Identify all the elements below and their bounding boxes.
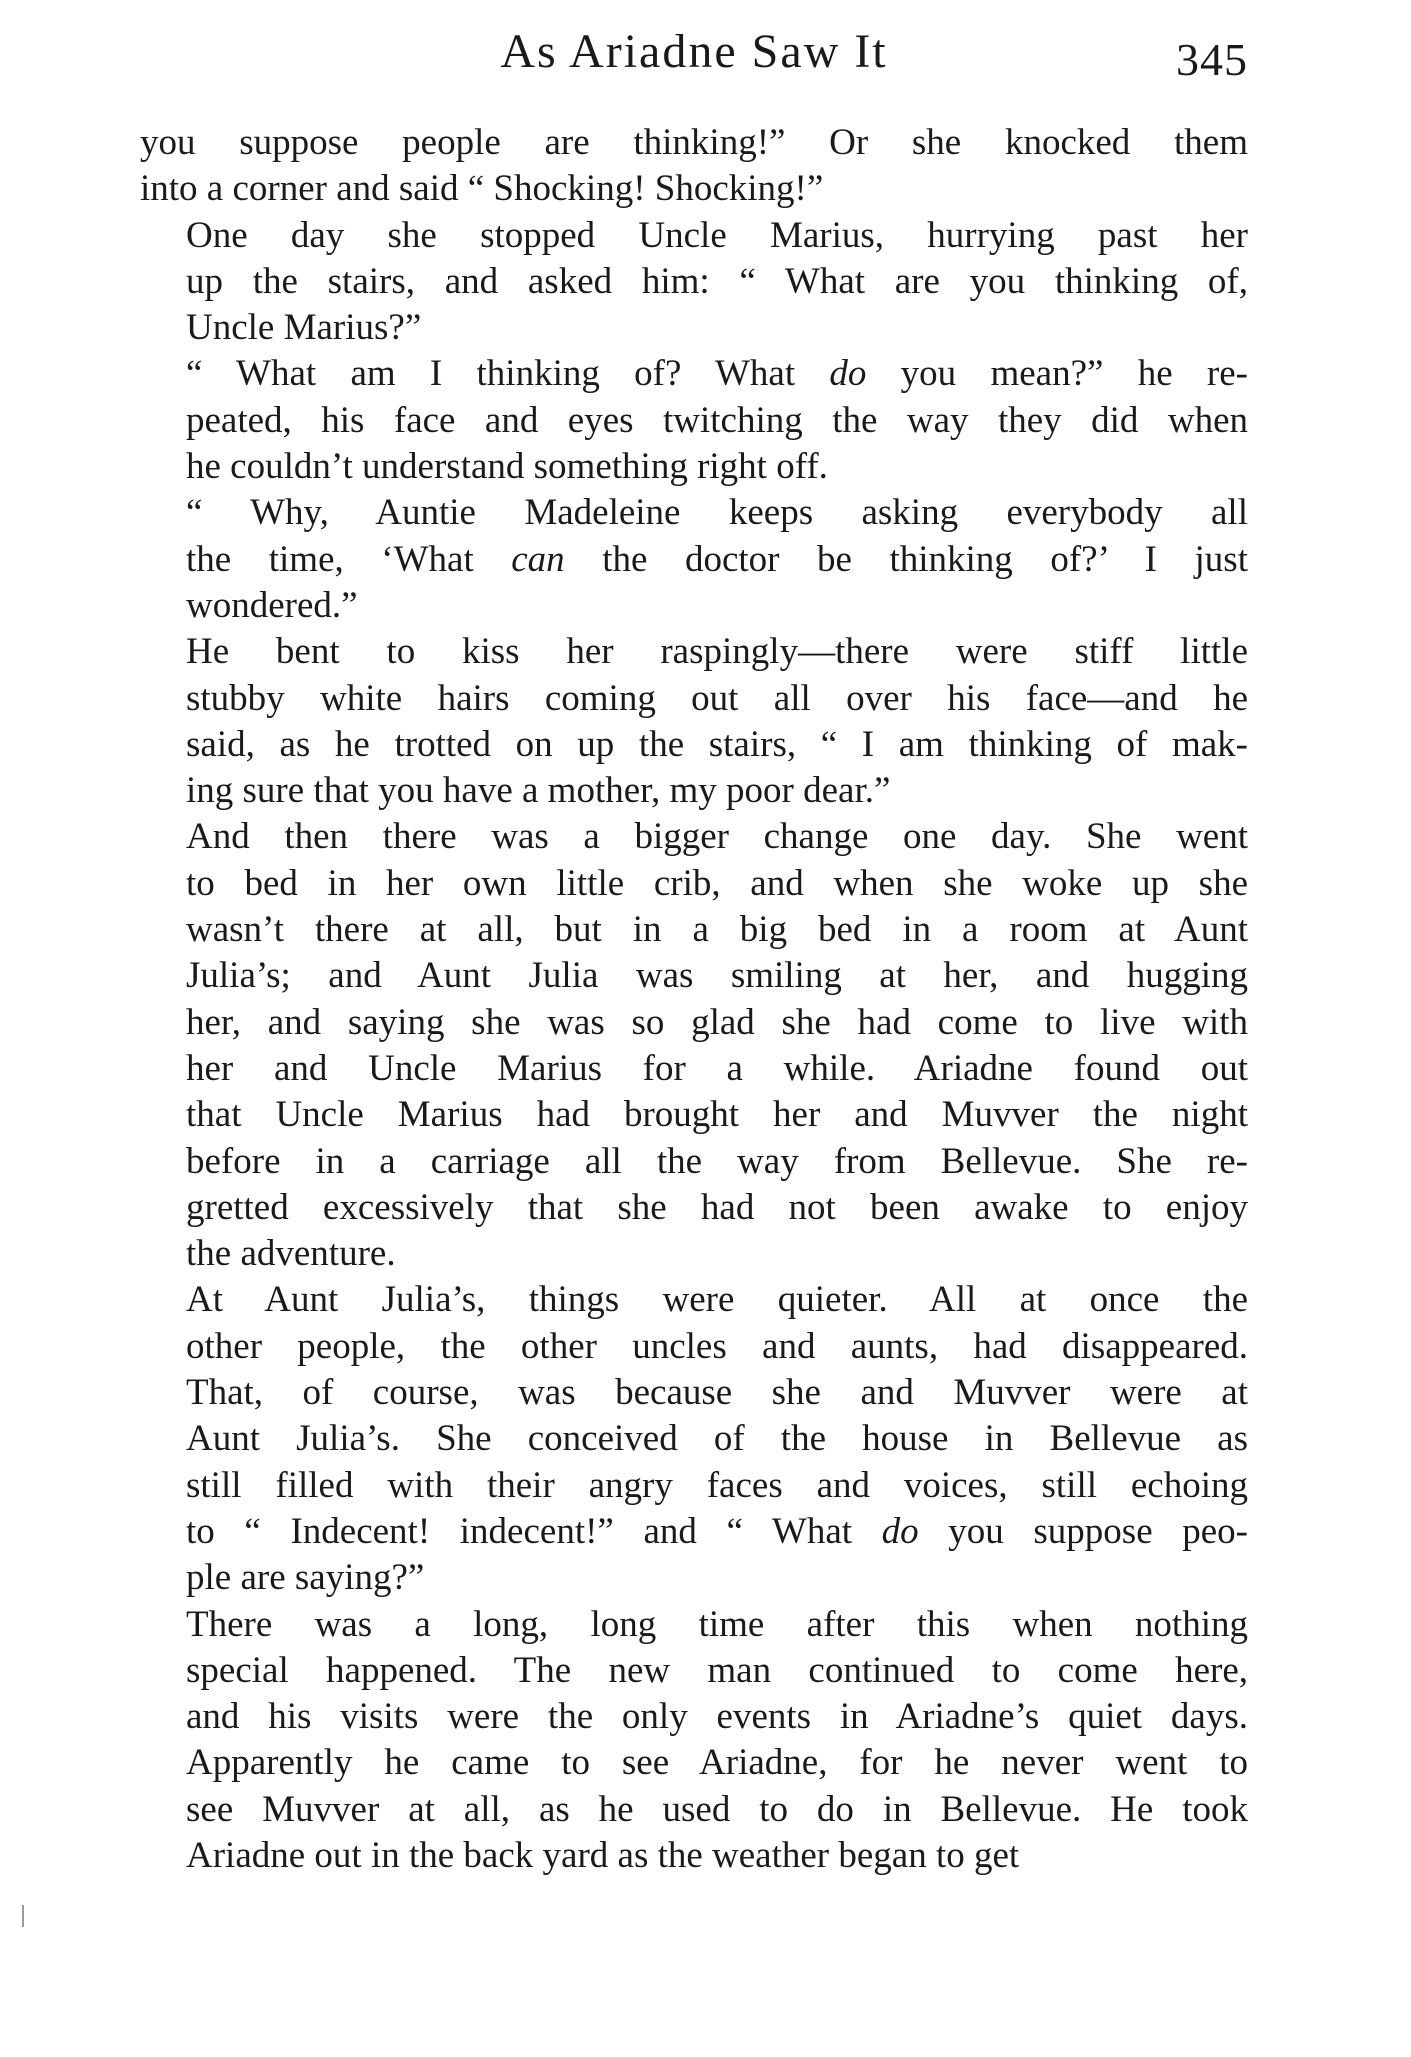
text-line: her, and saying she was so glad she had come to live with bbox=[186, 1001, 1248, 1043]
paragraph bbox=[140, 213, 1248, 352]
paragraph bbox=[140, 1277, 1248, 1601]
text-line: to bed in her own little crib, and when she woke up she bbox=[186, 862, 1248, 904]
paragraph bbox=[140, 1602, 1248, 1880]
text-line: and his visits were the only events in Ariadne’s quiet days. bbox=[186, 1696, 1248, 1738]
emphasis: can bbox=[511, 538, 565, 580]
text-line: you suppose people are thinking!” Or she knocked them bbox=[140, 122, 1248, 163]
text-line: Julia’s; and Aunt Julia was smiling at her, and hugging bbox=[186, 955, 1248, 997]
text-line: said, as he trotted on up the stairs, “ I am thinking of mak- bbox=[186, 723, 1248, 765]
text-line: wondered.” bbox=[186, 584, 358, 626]
text-line: her and Uncle Marius for a while. Ariadne found out bbox=[186, 1047, 1248, 1089]
emphasis: do bbox=[881, 1510, 919, 1552]
text-line: ple are saying?” bbox=[186, 1557, 425, 1599]
text-line: There was a long, long time after this when nothing bbox=[186, 1603, 1248, 1645]
text-line: peated, his face and eyes twitching the way they did when bbox=[186, 399, 1248, 441]
text-line: still filled with their angry faces and voices, still echoing bbox=[186, 1464, 1248, 1506]
text-line: see Muvver at all, as he used to do in Bellevue. He took bbox=[186, 1788, 1248, 1830]
text-line: the adventure. bbox=[186, 1233, 396, 1275]
text-line: up the stairs, and asked him: “ What are you thinking of, bbox=[186, 260, 1248, 302]
text-line: Uncle Marius?” bbox=[186, 307, 422, 349]
margin-mark bbox=[22, 1905, 24, 1927]
text-line: gretted excessively that she had not been awake to enjoy bbox=[186, 1186, 1248, 1228]
text-line: that Uncle Marius had brought her and Muvver the night bbox=[186, 1094, 1248, 1136]
text-line: the time, ‘What can the doctor be thinking of?’ I just bbox=[186, 538, 1248, 580]
text-line: ing sure that you have a mother, my poor dear.” bbox=[186, 770, 891, 812]
page-number: 345 bbox=[1176, 34, 1248, 85]
text-line: into a corner and said “ Shocking! Shocking!” bbox=[140, 168, 824, 210]
paragraph bbox=[140, 120, 1248, 213]
text-line: At Aunt Julia’s, things were quieter. All at once the bbox=[186, 1279, 1248, 1321]
text-line: special happened. The new man continued to come here, bbox=[186, 1649, 1248, 1691]
text-line: to “ Indecent! indecent!” and “ What do you suppose peo- bbox=[186, 1510, 1248, 1552]
text-line: He bent to kiss her raspingly—there were stiff little bbox=[186, 631, 1248, 673]
text-line: Aunt Julia’s. She conceived of the house in Bellevue as bbox=[186, 1418, 1248, 1460]
text-line: And then there was a bigger change one day. She went bbox=[186, 816, 1248, 858]
text-line: That, of course, was because she and Muvver were at bbox=[186, 1372, 1248, 1414]
text-line: he couldn’t understand something right off. bbox=[186, 446, 828, 488]
emphasis: do bbox=[829, 353, 867, 395]
paragraph bbox=[140, 351, 1248, 490]
book-page bbox=[140, 24, 1248, 1879]
paragraph bbox=[140, 490, 1248, 629]
text-line: One day she stopped Uncle Marius, hurrying past her bbox=[186, 214, 1248, 256]
text-line: wasn’t there at all, but in a big bed in a room at Aunt bbox=[186, 909, 1248, 951]
text-line: Apparently he came to see Ariadne, for he never went to bbox=[186, 1742, 1248, 1784]
running-title: As Ariadne Saw It bbox=[500, 25, 888, 78]
text-line: Ariadne out in the back yard as the weather began to get bbox=[186, 1834, 1020, 1876]
paragraph bbox=[140, 814, 1248, 1277]
text-line: stubby white hairs coming out all over his face—and he bbox=[186, 677, 1248, 719]
text-line: other people, the other uncles and aunts, had disappeared. bbox=[186, 1325, 1248, 1367]
paragraph bbox=[140, 629, 1248, 814]
text-line: “ What am I thinking of? What do you mean?” he re- bbox=[186, 353, 1248, 395]
body-text bbox=[140, 120, 1248, 1879]
text-line: before in a carriage all the way from Bellevue. She re- bbox=[186, 1140, 1248, 1182]
text-line: “ Why, Auntie Madeleine keeps asking everybody all bbox=[186, 492, 1248, 534]
running-head bbox=[140, 24, 1248, 120]
